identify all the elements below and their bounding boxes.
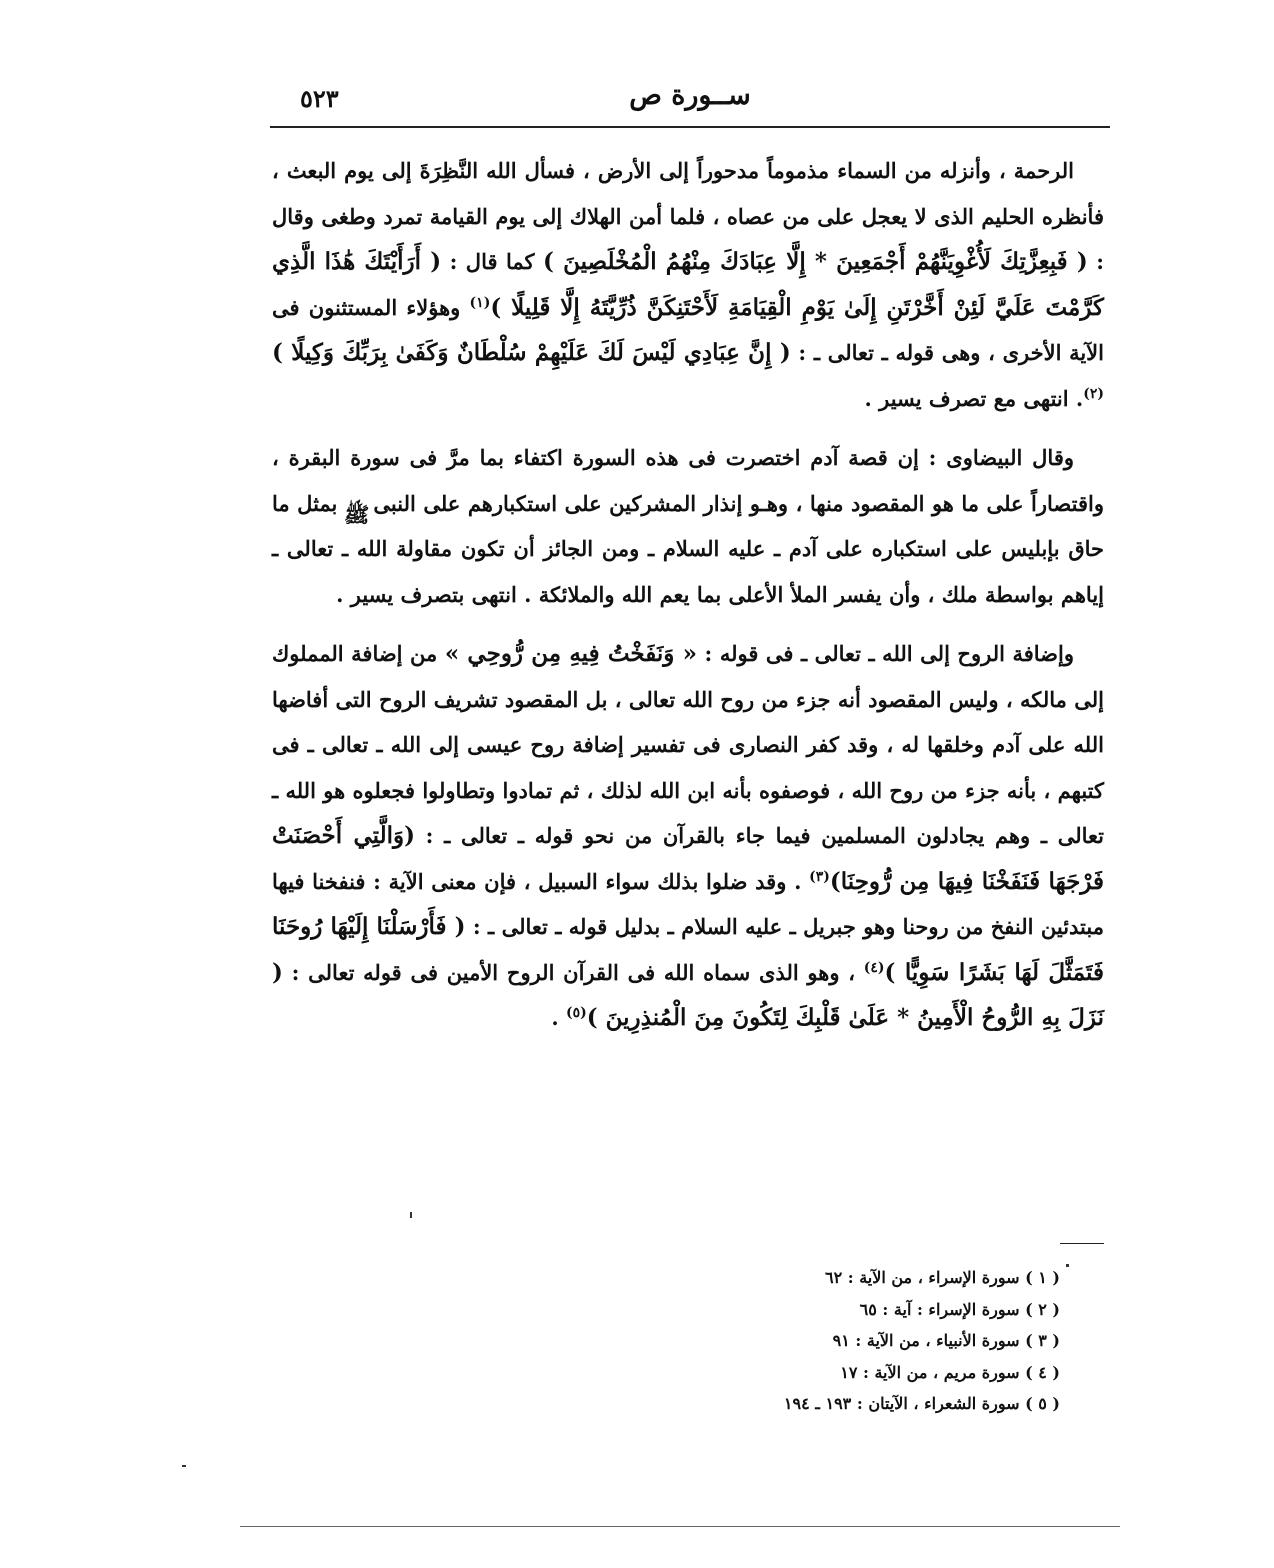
- body-text-run: الرحمة ، وأنزله من السماء مذموماً مدحوراً إلى الأرض ، فسأل الله النَّظِرَةَ إلى يوم البعث ، فأنظره الحليم الذى لا يعجل على من عصاه ، فلما أمن الهلاك إلى يوم القيامة تمرد وطغى وقال :: [272, 158, 1104, 274]
- body-text-run: بمثل ما حاق بإبليس على استكباره على آدم ـ عليه السلام ـ ومن الجائز أن تكون مقاولة الله ـ تعالى ـ إياهم بواسطة ملك ، وأن يفسر الملأ الأعلى بما يعم الله والملائكة . انتهى بتصرف يسير .: [272, 490, 1104, 607]
- body-text-run: . انتهى مع تصرف يسير .: [864, 385, 1084, 411]
- footnote-1: ( ١ ) سورة الإسراء ، من الآية : ٦٢: [824, 1268, 1060, 1287]
- quran-verse: ( فَبِعِزَّتِكَ لَأُغْوِيَنَّهُمْ أَجْمَعِينَ * إِلَّا عِبَادَكَ مِنْهُمُ الْمُخْلَصِينَ ): [543, 248, 1088, 275]
- footnote-reference: (٣): [809, 868, 830, 885]
- footnote-reference: (٢): [1083, 385, 1104, 402]
- body-text: [272, 148, 1104, 1041]
- body-text-run: وهؤلاء المستثنون فى الآية الأخرى ، وهى قوله ـ تعالى ـ :: [272, 294, 1104, 365]
- running-title: ســورة ص: [629, 80, 751, 111]
- quran-verse: « وَنَفَخْتُ فِيهِ مِن رُّوحِي »: [444, 640, 698, 667]
- paragraph-2: [272, 435, 1104, 617]
- body-text-run: وإضافة الروح إلى الله ـ تعالى ـ فى قوله :: [697, 641, 1074, 666]
- body-text-run: .: [551, 1005, 566, 1030]
- footnote-reference: (١): [469, 294, 491, 311]
- footnote-3: ( ٣ ) سورة الأنبياء ، من الآية : ٩١: [832, 1331, 1060, 1350]
- body-text-run: . وقد ضلوا بذلك سواء السبيل ، فإن معنى الآية : فنفخنا فيها مبتدئين النفخ من روحنا وهو جبريل ـ عليه السلام ـ بدليل قوله ـ تعالى ـ :: [272, 868, 1104, 939]
- quran-verse: ( فَأَرْسَلْنَا إِلَيْهَا رُوحَنَا فَتَمَثَّلَ لَهَا بَشَرًا سَوِيًّا ): [272, 913, 1104, 986]
- quran-verse: (وَالَّتِي أَحْصَنَتْ فَرْجَهَا فَنَفَخْنَا فِيهَا مِن رُّوحِنَا): [272, 822, 1104, 895]
- footnote-4: ( ٤ ) سورة مريم ، من الآية : ١٧: [840, 1362, 1060, 1382]
- salutation-mark-icon: ﷺ: [344, 502, 370, 527]
- body-text-run: من إضافة المملوك إلى مالكه ، وليس المقصود أنه جزء من روح الله تعالى ، بل المقصود تشريف الروح التى أفاضها الله على آدم وخلقها له ، وقد كفر النصارى فى تفسير إضافة روح عيسى إلى الله ـ تعالى ـ فى كتبهم ، بأنه جزء من روح الله ، فوصفوه بأنه ابن الله لذلك ، ثم تمادوا وتطاولوا فجعلوه هو الله ـ تعالى ـ وهم يجادلون المسلمين فيما جاء بالقرآن من نحو قوله ـ تعالى ـ :: [272, 641, 1104, 848]
- paragraph-1: [272, 148, 1104, 421]
- quran-verse: ( نَزَلَ بِهِ الرُّوحُ الْأَمِينُ * عَلَىٰ قَلْبِكَ لِتَكُونَ مِنَ الْمُنذِرِينَ ): [272, 958, 1104, 1031]
- quran-verse: ( إِنَّ عِبَادِي لَيْسَ لَكَ عَلَيْهِمْ سُلْطَانٌ وَكَفَىٰ بِرَبِّكَ وَكِيلًا ): [272, 339, 791, 366]
- header-rule: [270, 126, 1110, 128]
- footnote-reference: (٤): [863, 959, 885, 976]
- body-text-run: كما قال :: [441, 249, 544, 274]
- footnote-2: ( ٢ ) سورة الإسراء : آية : ٦٥: [859, 1299, 1060, 1319]
- page-header: [270, 78, 1110, 124]
- paragraph-3: [272, 631, 1104, 1041]
- scan-speck: [1066, 1264, 1069, 1267]
- footnotes: [700, 1262, 1060, 1420]
- scan-speck: [182, 1465, 186, 1467]
- scan-speck: [410, 1212, 412, 1218]
- footnote-5: ( ٥ ) سورة الشعراء ، الآيتان : ١٩٣ ـ ١٩٤: [783, 1394, 1060, 1413]
- quran-verse: ( أَرَأَيْتَكَ هَٰذَا الَّذِي كَرَّمْتَ عَلَيَّ لَئِنْ أَخَّرْتَنِ إِلَىٰ يَوْمِ الْقِيَامَةِ لَأَحْتَنِكَنَّ ذُرِّيَّتَهُ إِلَّا قَلِيلًا ): [272, 248, 1104, 321]
- page-number: ٥٢٣: [300, 84, 339, 113]
- bottom-rule: [240, 1526, 1120, 1527]
- footnote-rule: [1060, 1243, 1104, 1244]
- body-text-run: ، وهو الذى سماه الله فى القرآن الروح الأمين فى قوله تعالى :: [282, 959, 864, 985]
- footnote-reference: (٥): [565, 1005, 587, 1021]
- body-text-run: وقال البيضاوى : إن قصة آدم اختصرت فى هذه السورة اكتفاء بما مرَّ فى سورة البقرة ، واقتصاراً على ما هو المقصود منها ، وهـو إنذار المشركين على استكبارهم على النبى: [272, 445, 1104, 516]
